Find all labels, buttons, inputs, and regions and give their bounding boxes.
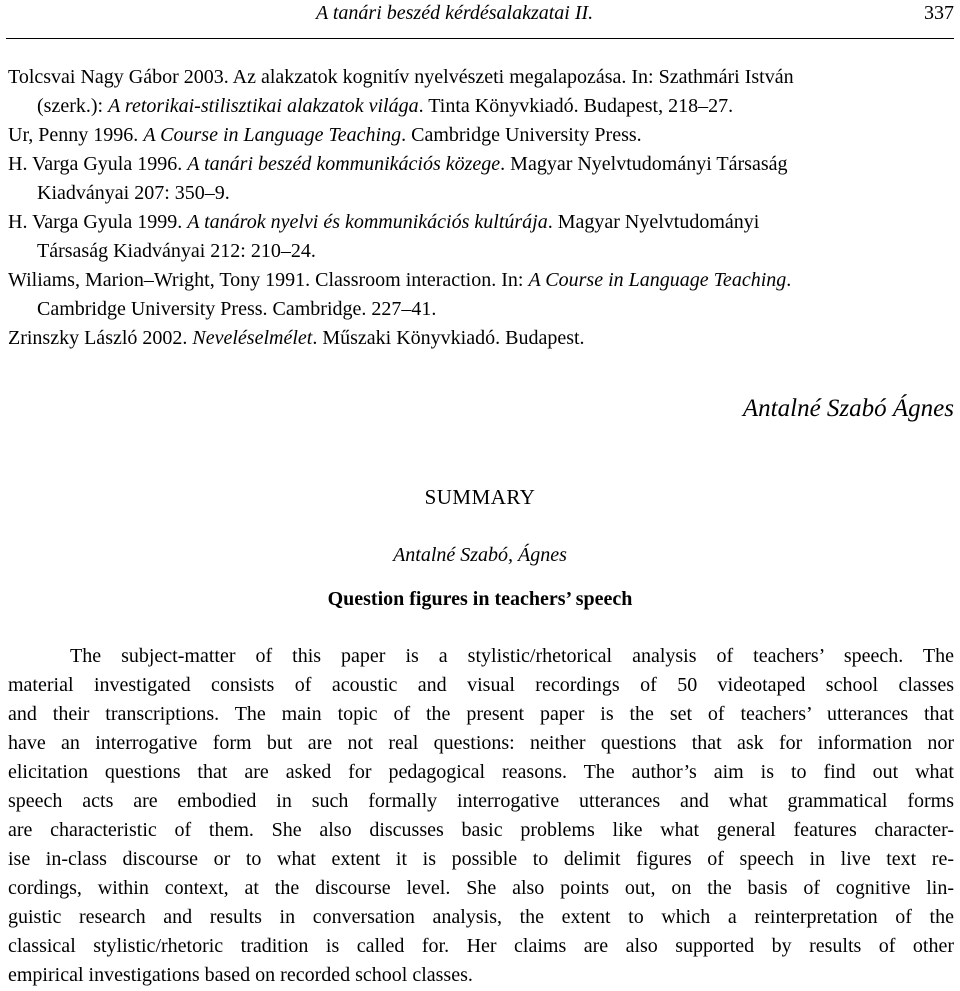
reference-line xyxy=(37,92,954,121)
reference-title: Neveléselmélet xyxy=(192,327,313,349)
abstract-line: ise in-class discourse or to what extent it is possible to delimit figures of speech in live text re- xyxy=(8,848,954,870)
abstract-line: and their transcriptions. The main topic of the present paper is the set of teachers’ utterances that xyxy=(8,703,954,725)
reference-text: . xyxy=(786,269,792,291)
abstract-line: are characteristic of them. She also discusses basic problems like what general features character- xyxy=(8,819,954,841)
reference-text: H. Varga Gyula 1996. xyxy=(8,153,188,175)
reference-line xyxy=(8,63,954,92)
reference-line xyxy=(8,121,954,150)
running-head-title: A tanári beszéd kérdésalakzatai II. xyxy=(316,2,594,24)
reference-title: A retorikai-stilisztikai alakzatok világa xyxy=(108,95,419,117)
page-number: 337 xyxy=(924,2,954,24)
abstract-line: speech acts are embodied in such formally interrogative utterances and what grammatical forms xyxy=(8,790,954,812)
reference-text: . Magyar Nyelvtudományi Társaság xyxy=(500,153,788,175)
summary-abstract xyxy=(8,642,954,990)
reference-title: A tanári beszéd kommunikációs közege xyxy=(187,153,501,175)
reference-line xyxy=(8,150,954,179)
summary-heading: SUMMARY xyxy=(424,485,536,509)
summary-title: Question figures in teachers’ speech xyxy=(327,588,633,610)
reference-entry xyxy=(8,63,954,121)
reference-line xyxy=(37,295,954,324)
abstract-line: material investigated consists of acoustic and visual recordings of 50 videotaped school classes xyxy=(8,674,954,696)
reference-entry xyxy=(8,324,954,353)
reference-text: Cambridge University Press. Cambridge. 227–41. xyxy=(37,298,437,320)
abstract-line: The subject-matter of this paper is a stylistic/rhetorical analysis of teachers’ speech. The xyxy=(70,645,954,667)
reference-line xyxy=(8,266,954,295)
summary-author: Antalné Szabó, Ágnes xyxy=(393,544,567,566)
reference-text: Zrinszky László 2002. xyxy=(8,327,193,349)
reference-text: . Magyar Nyelvtudományi xyxy=(547,211,760,233)
reference-list xyxy=(8,63,954,353)
header-rule xyxy=(6,38,954,39)
author-signature: Antalné Szabó Ágnes xyxy=(742,395,954,422)
reference-text: (szerk.): xyxy=(37,95,109,117)
reference-line xyxy=(8,324,954,353)
running-head xyxy=(6,0,954,30)
reference-entry xyxy=(8,266,954,324)
reference-entry xyxy=(8,208,954,266)
reference-text: Ur, Penny 1996. xyxy=(8,124,144,146)
reference-line xyxy=(37,179,954,208)
abstract-line: empirical investigations based on recorded school classes. xyxy=(8,964,473,986)
reference-entry xyxy=(8,150,954,208)
reference-title: A Course in Language Teaching xyxy=(143,124,402,146)
reference-title: A tanárok nyelvi és kommunikációs kultúrája xyxy=(187,211,548,233)
reference-line xyxy=(37,237,954,266)
abstract-line: elicitation questions that are asked for pedagogical reasons. The author’s aim is to find out what xyxy=(8,761,954,783)
reference-line xyxy=(8,208,954,237)
reference-text: . Tinta Könyvkiadó. Budapest, 218–27. xyxy=(418,95,734,117)
reference-entry xyxy=(8,121,954,150)
abstract-line: classical stylistic/rhetoric tradition is called for. Her claims are also supported by results of other xyxy=(8,935,954,957)
reference-text: Tolcsvai Nagy Gábor 2003. Az alakzatok kognitív nyelvészeti megalapozása. In: Szathmári István xyxy=(8,66,794,88)
reference-text: Társaság Kiadványai 212: 210–24. xyxy=(37,240,316,262)
abstract-line: cordings, within context, at the discourse level. She also points out, on the basis of cognitive lin- xyxy=(8,877,954,899)
reference-text: H. Varga Gyula 1999. xyxy=(8,211,188,233)
reference-text: Wiliams, Marion–Wright, Tony 1991. Classroom interaction. In: xyxy=(8,269,529,291)
reference-text: . Műszaki Könyvkiadó. Budapest. xyxy=(312,327,585,349)
reference-text: Kiadványai 207: 350–9. xyxy=(37,182,230,204)
abstract-line: have an interrogative form but are not real questions: neither questions that ask for information nor xyxy=(8,732,954,754)
reference-text: . Cambridge University Press. xyxy=(401,124,642,146)
abstract-line: guistic research and results in conversation analysis, the extent to which a reinterpretation of the xyxy=(8,906,954,928)
reference-title: A Course in Language Teaching xyxy=(528,269,787,291)
